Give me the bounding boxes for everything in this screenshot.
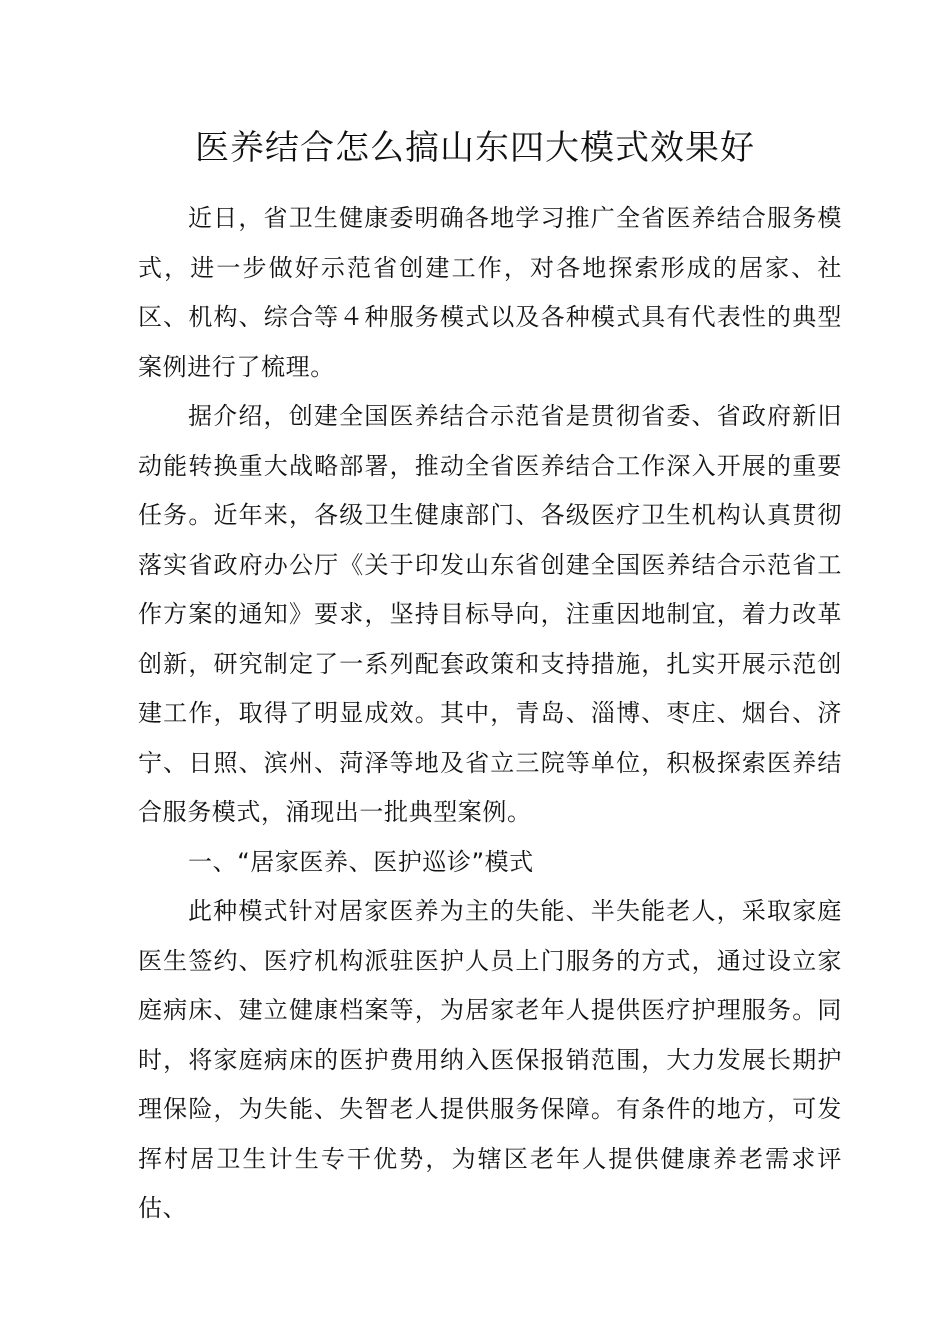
section-heading: 一、“居家医养、医护巡诊”模式 [188, 847, 534, 876]
document-body [138, 194, 842, 1234]
paragraph-background: 据介绍，创建全国医养结合示范省是贯彻省委、省政府新旧动能转换重大战略部署，推动全省医养结合工作深入开展的重要任务。近年来，各级卫生健康部门、各级医疗卫生机构认真贯彻落实省政府办公厅《关于印发山东省创建全国医养结合示范省工作方案的通知》要求，坚持目标导向，注重因地制宜，着力改革创新，研究制定了一系列配套政策和支持措施，扎实开展示范创建工作，取得了明显成效。其中，青岛、淄博、枣庄、烟台、济宁、日照、滨州、菏泽等地及省立三院等单位，积极探索医养结合服务模式，涌现出一批典型案例。 [138, 402, 842, 826]
document-title: 医养结合怎么搞山东四大模式效果好 [195, 128, 755, 168]
paragraph-section-one: 此种模式针对居家医养为主的失能、半失能老人，采取家庭医生签约、医疗机构派驻医护人员上门服务的方式，通过设立家庭病床、建立健康档案等，为居家老年人提供医疗护理服务。同时，将家庭病床的医护费用纳入医保报销范围，大力发展长期护理保险，为失能、失智老人提供服务保障。有条件的地方，可发挥村居卫生计生专干优势，为辖区老年人提供健康养老需求评估、 [138, 897, 842, 1222]
paragraph-intro: 近日，省卫生健康委明确各地学习推广全省医养结合服务模式，进一步做好示范省创建工作，对各地探索形成的居家、社区、机构、综合等４种服务模式以及各种模式具有代表性的典型案例进行了梳理。 [138, 204, 842, 381]
